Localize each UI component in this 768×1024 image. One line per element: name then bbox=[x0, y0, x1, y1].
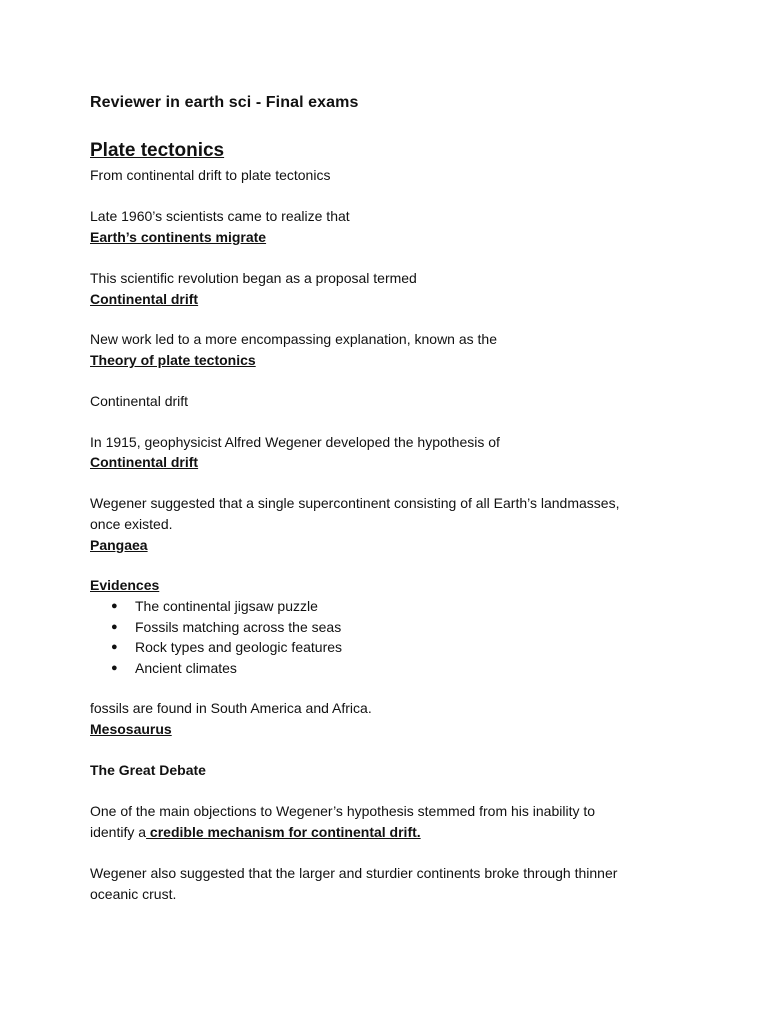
paragraph-text: Late 1960’s scientists came to realize that bbox=[90, 208, 350, 224]
bullet-icon: ● bbox=[111, 600, 118, 612]
paragraph-text: One of the main objections to Wegener’s hypothesis stemmed from his inability to bbox=[90, 803, 596, 819]
key-term: Pangaea bbox=[90, 537, 148, 553]
evidences-heading: Evidences bbox=[90, 577, 160, 593]
subtitle-text: From continental drift to plate tectonics bbox=[90, 167, 331, 183]
paragraph-text: Continental drift bbox=[90, 393, 189, 409]
key-term: Theory of plate tectonics bbox=[90, 352, 256, 368]
key-term: Continental drift bbox=[90, 291, 199, 307]
paragraph-text: identify a credible mechanism for continental drift. bbox=[90, 824, 421, 840]
evidences-list bbox=[90, 596, 342, 678]
list-item: ● The continental jigsaw puzzle bbox=[90, 596, 342, 617]
list-item: ● Rock types and geologic features bbox=[90, 637, 342, 658]
section-title: Plate tectonics bbox=[90, 140, 225, 161]
paragraph-text: This scientific revolution began as a proposal termed bbox=[90, 270, 417, 286]
bullet-icon: ● bbox=[111, 620, 118, 633]
bullet-icon: ● bbox=[111, 661, 118, 674]
paragraph-text: fossils are found in South America and Africa. bbox=[90, 700, 372, 716]
key-term: credible mechanism for continental drift. bbox=[146, 824, 421, 840]
paragraph-text: Wegener suggested that a single supercontinent consisting of all Earth’s landmasses, bbox=[90, 495, 620, 511]
document-title: Reviewer in earth sci - Final exams bbox=[90, 94, 359, 111]
list-item: ● Fossils matching across the seas bbox=[90, 617, 342, 638]
paragraph-text: In 1915, geophysicist Alfred Wegener developed the hypothesis of bbox=[90, 434, 500, 450]
key-term: Continental drift bbox=[90, 454, 199, 470]
key-term: Earth’s continents migrate bbox=[90, 229, 267, 245]
paragraph-text: New work led to a more encompassing explanation, known as the bbox=[90, 331, 497, 347]
paragraph-text: Wegener also suggested that the larger and sturdier continents broke through thinner bbox=[90, 865, 618, 881]
key-term: Mesosaurus bbox=[90, 721, 172, 737]
list-item: ● Ancient climates bbox=[90, 658, 342, 679]
bullet-icon: ● bbox=[111, 641, 118, 653]
paragraph-text: oceanic crust. bbox=[90, 886, 177, 902]
paragraph-text: once existed. bbox=[90, 516, 173, 532]
subheading: The Great Debate bbox=[90, 762, 206, 778]
